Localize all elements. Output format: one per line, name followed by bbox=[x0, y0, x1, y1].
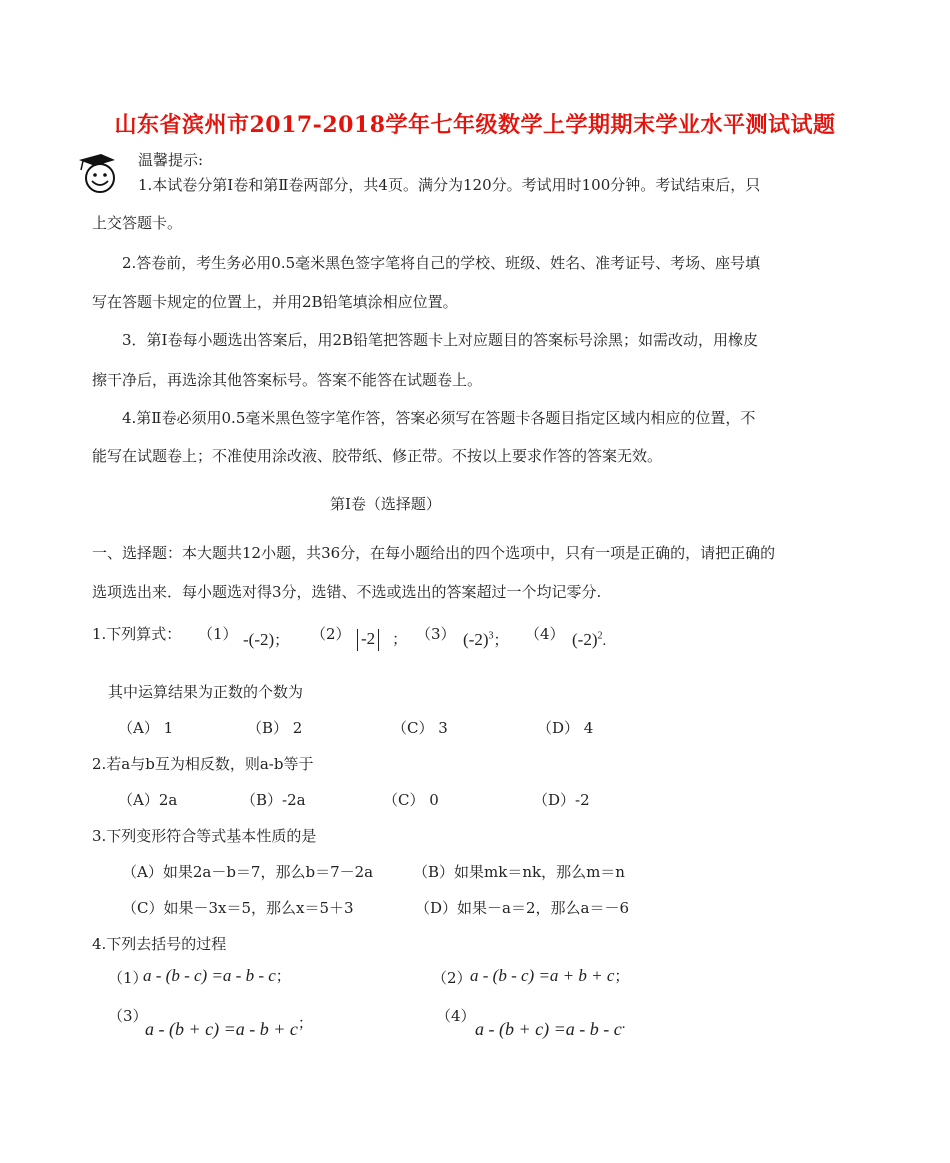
q3-option-d: （D）如果－a＝2，那么a＝－6 bbox=[415, 899, 630, 917]
tips-line: 擦干净后，再选涂其他答案标号。答案不能答在试题卷上。 bbox=[92, 371, 483, 389]
tips-heading: 温馨提示: bbox=[138, 151, 204, 169]
page-title: 山东省滨州市2017-2018学年七年级数学上学期期末学业水平测试试题 bbox=[114, 112, 836, 138]
q1-option-c: （C） 3 bbox=[392, 719, 448, 737]
q4-stem: 4.下列去括号的过程 bbox=[92, 935, 227, 953]
q4-expr: a - (b - c) =a - b - c； bbox=[143, 966, 291, 985]
section-intro-line: 一、选择题：本大题共12小题，共36分，在每小题给出的四个选项中，只有一项是正确的，请把正确的 bbox=[92, 544, 776, 562]
q1-label: （3） bbox=[416, 625, 456, 643]
q1-stem: 1.下列算式： bbox=[92, 625, 182, 643]
tips-line: 写在答题卡规定的位置上，并用2B铅笔填涂相应位置。 bbox=[92, 293, 458, 311]
q1-expr: $(-2)^3$； bbox=[463, 630, 509, 649]
q1-label: （1） bbox=[198, 625, 238, 643]
tips-line: 能写在试题卷上；不准使用涂改液、胶带纸、修正带。不按以上要求作答的答案无效。 bbox=[92, 447, 663, 465]
q1-label: （2） bbox=[311, 625, 351, 643]
q2-option-b: （B）-2a bbox=[241, 791, 306, 809]
q2-option-a: （A）2a bbox=[118, 791, 178, 809]
q2-stem: 2.若a与b互为相反数，则a-b等于 bbox=[92, 755, 314, 773]
q3-option-a: （A）如果2a－b＝7，那么b＝7－2a bbox=[122, 863, 374, 881]
tips-line: 1.本试卷分第Ⅰ卷和第Ⅱ卷两部分，共4页。满分为120分。考试用时100分钟。考试结束后，只 bbox=[138, 176, 761, 194]
q1-label: （4） bbox=[525, 625, 565, 643]
q2-option-c: （C） 0 bbox=[383, 791, 439, 809]
q1-expr: $(-2)^2$. bbox=[572, 630, 607, 649]
section-title: 第Ⅰ卷（选择题） bbox=[330, 495, 441, 513]
q3-option-b: （B）如果mk＝nk，那么m＝n bbox=[413, 863, 625, 881]
q4-label: （4） bbox=[436, 1007, 476, 1025]
q4-label: （3） bbox=[108, 1007, 148, 1025]
q1-option-b: （B） 2 bbox=[247, 719, 303, 737]
q4-expr: a - (b + c) =a - b - c. bbox=[475, 1016, 626, 1039]
q2-option-d: （D）-2 bbox=[533, 791, 590, 809]
tips-line: 上交答题卡。 bbox=[92, 214, 183, 232]
q1-option-a: （A） 1 bbox=[118, 719, 174, 737]
smiley-graduate-icon bbox=[75, 150, 123, 198]
q3-option-c: （C）如果－3x＝5，那么x＝5＋3 bbox=[122, 899, 354, 917]
q1-expr: -2 ； bbox=[354, 629, 407, 651]
tips-line: 4.第Ⅱ卷必须用0.5毫米黑色签字笔作答，答案必须写在答题卡各题目指定区域内相应的位置，不 bbox=[122, 409, 756, 427]
q4-expr: a - (b + c) =a - b + c； bbox=[145, 1016, 313, 1039]
q1-option-d: （D） 4 bbox=[537, 719, 594, 737]
q1-sub: 其中运算结果为正数的个数为 bbox=[108, 683, 304, 701]
q4-label: （2） bbox=[432, 969, 472, 987]
q3-stem: 3.下列变形符合等式基本性质的是 bbox=[92, 827, 317, 845]
q4-label: （1） bbox=[108, 969, 148, 987]
tips-line: 3．第Ⅰ卷每小题选出答案后，用2B铅笔把答题卡上对应题目的答案标号涂黑；如需改动，用橡皮 bbox=[122, 331, 759, 349]
q1-expr: -(-2)； bbox=[243, 630, 290, 649]
section-intro-line: 选项选出来．每小题选对得3分，选错、不选或选出的答案超过一个均记零分. bbox=[92, 583, 602, 601]
q4-expr: a - (b - c) =a + b + c； bbox=[470, 966, 630, 985]
tips-line: 2.答卷前，考生务必用0.5毫米黑色签字笔将自己的学校、班级、姓名、准考证号、考场、座号填 bbox=[122, 254, 761, 272]
